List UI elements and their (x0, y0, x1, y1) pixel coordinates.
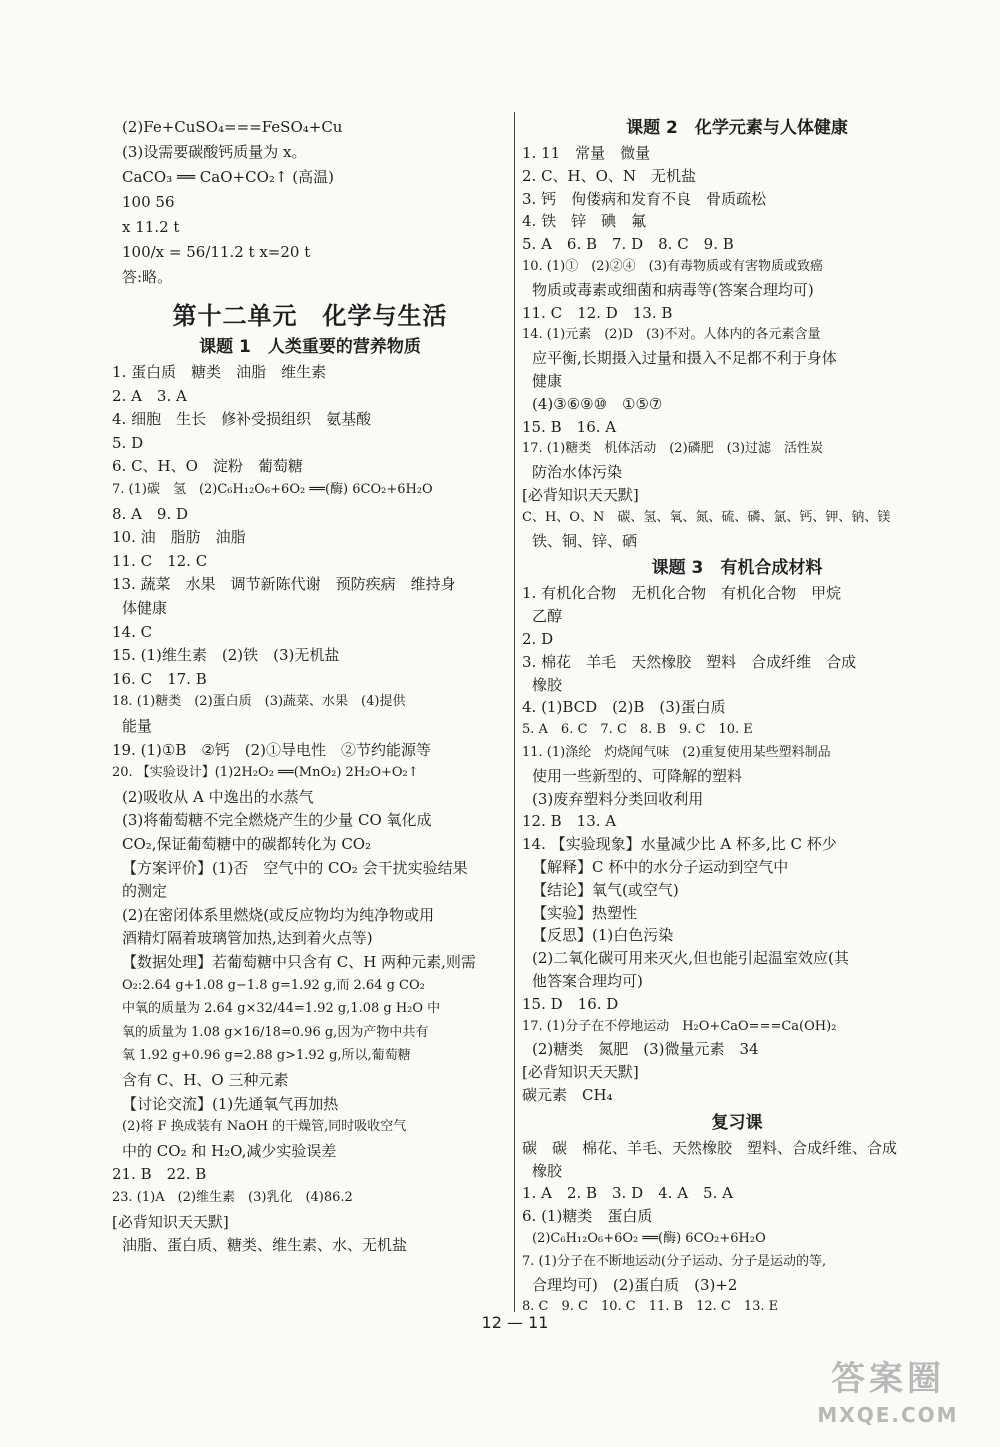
answer-line: x 11.2 t (122, 218, 180, 236)
answer-line: 【结论】氧气(或空气) (532, 880, 679, 899)
answer-line: 碳元素 CH₄ (522, 1086, 613, 1104)
answer-line: 10. 油 脂肪 油脂 (112, 528, 246, 547)
answer-line: 【反思】(1)白色污染 (532, 926, 674, 945)
answer-line: 1. A 2. B 3. D 4. A 5. A (522, 1184, 733, 1203)
answer-line: 氧 1.92 g+0.96 g=2.88 g>1.92 g,所以,葡萄糖 (122, 1048, 411, 1064)
answer-line: (2)C₆H₁₂O₆+6O₂ ══(酶) 6CO₂+6H₂O (532, 1231, 766, 1246)
watermark-url: MXQE.COM (817, 1403, 959, 1427)
answer-line: 100 56 (122, 193, 175, 211)
answer-line: 中的 CO₂ 和 H₂O,减少实验误差 (122, 1141, 337, 1160)
answer-line: (3)废弃塑料分类回收利用 (532, 789, 704, 808)
answer-line: 1. 11 常量 微量 (522, 144, 651, 162)
answer-line: 7. (1)碳 氢 (2)C₆H₁₂O₆+6O₂ ══(酶) 6CO₂+6H₂O (112, 482, 433, 497)
answer-line: 铁、铜、锌、硒 (532, 531, 638, 550)
answer-line: O₂:2.64 g+1.08 g−1.8 g=1.92 g,而 2.64 g CO₂ (122, 977, 425, 993)
answer-line: 23. (1)A (2)维生素 (3)乳化 (4)86.2 (112, 1190, 353, 1205)
answer-line: 15. (1)维生素 (2)铁 (3)无机盐 (112, 646, 340, 665)
answer-line: (2)在密闭体系里燃烧(或反应物均为纯净物或用 (122, 905, 435, 924)
answer-line: 5. A 6. B 7. D 8. C 9. B (522, 235, 734, 254)
answer-line: (2)糖类 氮肥 (3)微量元素 34 (532, 1040, 759, 1059)
answer-line: 3. 棉花 羊毛 天然橡胶 塑料 合成纤维 合成 (522, 652, 857, 671)
answer-line: 酒精灯隔着玻璃管加热,达到着火点等) (122, 929, 373, 948)
answer-line: 【实验】热塑性 (532, 903, 638, 922)
answer-line: 14. 【实验现象】水量减少比 A 杯多,比 C 杯少 (522, 835, 837, 854)
answer-line: 13. 蔬菜 水果 调节新陈代谢 预防疾病 维持身 (112, 575, 456, 594)
answer-line: 4. (1)BCD (2)B (3)蛋白质 (522, 698, 726, 717)
answer-line: 物质或毒素或细菌和病毒等(答案合理均可) (532, 280, 814, 299)
answer-line: 11. (1)涤纶 灼烧闻气味 (2)重复使用某些塑料制品 (522, 745, 831, 760)
answer-line: 12. B 13. A (522, 812, 617, 831)
lesson-title: 课题 1 人类重要的营养物质 (199, 337, 421, 357)
answer-line: 使用一些新型的、可降解的塑料 (532, 766, 743, 785)
answer-line: 15. D 16. D (522, 994, 619, 1013)
answer-line: 【数据处理】若葡萄糖中只含有 C、H 两种元素,则需 (122, 953, 476, 971)
answer-line: 4. 细胞 生长 修补受损组织 氨基酸 (112, 410, 372, 429)
answer-line: (4)③⑥⑨⑩ ①⑤⑦ (532, 394, 663, 413)
answer-line: (2)将 F 换成装有 NaOH 的干燥管,同时吸收空气 (122, 1119, 407, 1135)
answer-line: 【讨论交流】(1)先通氧气再加热 (122, 1094, 339, 1113)
answer-line: 16. C 17. B (112, 669, 207, 688)
answer-line: (3)设需要碳酸钙质量为 x。 (122, 143, 307, 161)
answer-line: 6. (1)糖类 蛋白质 (522, 1207, 653, 1226)
answer-line: (2)二氧化碳可用来灭火,但也能引起温室效应(其 (532, 949, 849, 968)
answer-line: 21. B 22. B (112, 1165, 207, 1184)
answer-line: 17. (1)糖类 机体活动 (2)磷肥 (3)过滤 活性炭 (522, 441, 824, 457)
answer-line: 橡胶 (532, 675, 563, 694)
answer-line: 8. A 9. D (112, 504, 189, 523)
answer-line: 10. (1)① (2)②④ (3)有毒物质或有害物质或致癌 (522, 259, 824, 274)
answer-line: 4. 铁 锌 碘 氟 (522, 212, 647, 231)
lesson-title: 课题 3 有机合成材料 (651, 558, 823, 579)
answer-line: 氧的质量为 1.08 g×16/18=0.96 g,因为产物中共有 (122, 1024, 429, 1040)
page-number: 12 — 11 (481, 1313, 549, 1332)
answer-line: 【解释】C 杯中的水分子运动到空气中 (532, 858, 789, 876)
answer-line: 14. C (112, 622, 153, 641)
answer-line: 1. 有机化合物 无机化合物 有机化合物 甲烷 (522, 584, 842, 603)
answer-line: 乙醇 (532, 607, 563, 626)
answer-line: 20. 【实验设计】(1)2H₂O₂ ══(MnO₂) 2H₂O+O₂↑ (112, 765, 419, 781)
answer-line: 健康 (532, 372, 563, 390)
answer-line: 100/x = 56/11.2 t x=20 t (122, 243, 311, 261)
answer-line: 8. C 9. C 10. C 11. B 12. C 13. E (522, 1299, 779, 1315)
answer-line: 11. C 12. D 13. B (522, 303, 673, 322)
answer-line: 15. B 16. A (522, 417, 617, 436)
answer-line: 19. (1)①B ②钙 (2)①导电性 ②节约能源等 (112, 740, 432, 759)
answer-line: 含有 C、H、O 三种元素 (122, 1071, 289, 1089)
answer-line: [必背知识天天默] (522, 486, 639, 504)
answer-line: 17. (1)分子在不停地运动 H₂O+CaO===Ca(OH)₂ (522, 1018, 837, 1034)
answer-line: 合理均可) (2)蛋白质 (3)+2 (532, 1275, 738, 1294)
answer-line: 14. (1)元素 (2)D (3)不对。人体内的各元素含量 (522, 327, 821, 343)
answer-line: 橡胶 (532, 1161, 563, 1180)
answer-line: [必背知识天天默] (522, 1063, 639, 1082)
lesson-title: 复习课 (711, 1112, 763, 1133)
answer-line: 能量 (122, 717, 153, 735)
answer-line: 2. D (522, 630, 554, 648)
answer-line: (2)吸收从 A 中逸出的水蒸气 (122, 787, 314, 806)
answer-line: 【方案评价】(1)否 空气中的 CO₂ 会干扰实验结果 (122, 858, 468, 877)
answer-line: 油脂、蛋白质、糖类、维生素、水、无机盐 (122, 1236, 408, 1255)
answer-line: 1. 蛋白质 糖类 油脂 维生素 (112, 363, 327, 381)
answer-line: 应平衡,长期摄入过量和摄入不足都不利于身体 (532, 349, 837, 368)
answer-line: 他答案合理均可) (532, 972, 643, 990)
answer-line: C、H、O、N 碳、氢、氧、氮、硫、磷、氯、钙、钾、钠、镁 (522, 509, 891, 525)
column-divider (514, 112, 515, 1312)
answer-line: 7. (1)分子在不断地运动(分子运动、分子是运动的等, (522, 1253, 827, 1269)
lesson-title: 课题 2 化学元素与人体健康 (626, 118, 848, 138)
watermark-logo (788, 1356, 988, 1442)
answer-line: (3)将葡萄糖不完全燃烧产生的少量 CO 氧化成 (122, 811, 432, 830)
unit-title: 第十二单元 化学与生活 (172, 302, 448, 330)
answer-line: 18. (1)糖类 (2)蛋白质 (3)蔬菜、水果 (4)提供 (112, 694, 406, 710)
answer-line: 2. C、H、O、N 无机盐 (522, 166, 697, 185)
answer-line: 碳 碳 棉花、羊毛、天然橡胶 塑料、合成纤维、合成 (522, 1138, 898, 1157)
answer-line: 5. D (112, 433, 144, 452)
answer-line: 的测定 (122, 882, 168, 901)
answer-line: 防治水体污染 (532, 463, 623, 482)
answer-line: CaCO₃ ══ CaO+CO₂↑ (高温) (122, 168, 334, 186)
answer-line: 11. C 12. C (112, 551, 208, 570)
watermark-main: 答案圈 (831, 1359, 945, 1399)
answer-line: 2. A 3. A (112, 386, 187, 405)
answer-line: CO₂,保证葡萄糖中的碳都转化为 CO₂ (122, 835, 372, 853)
answer-line: 5. A 6. C 7. C 8. B 9. C 10. E (522, 722, 753, 738)
answer-line: 中氧的质量为 2.64 g×32/44=1.92 g,1.08 g H₂O 中 (122, 1001, 441, 1017)
answer-line: (2)Fe+CuSO₄===FeSO₄+Cu (122, 118, 343, 136)
answer-line: 6. C、H、O 淀粉 葡萄糖 (112, 457, 303, 476)
answer-line: 体健康 (122, 599, 168, 617)
answer-line: 3. 钙 佝偻病和发育不良 骨质疏松 (522, 189, 767, 208)
answer-line: [必背知识天天默] (112, 1212, 229, 1231)
answer-line: 答:略。 (122, 268, 173, 286)
